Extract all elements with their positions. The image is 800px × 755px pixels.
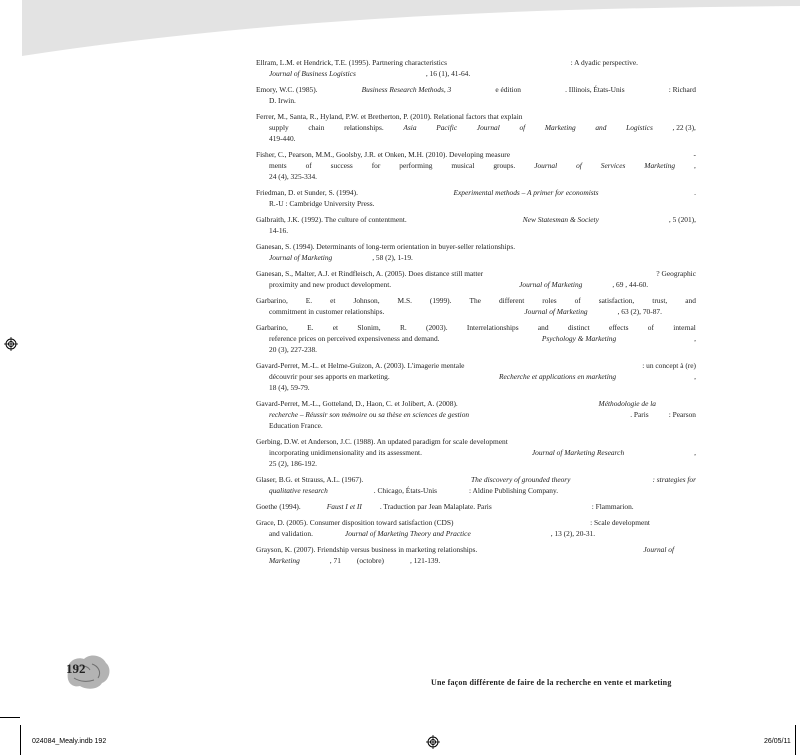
reference-entry: Grayson, K. (2007). Friendship versus business in marketing relationships. Journal of Marketing , 71 (octobre) , 121-139. (256, 545, 674, 565)
reference-entry: Garbarino, E. et Johnson, M.S. (1999). The different roles of satisfaction, trust, and commitment in customer relationships. Journal of Marketing , 63 (2), 70-87. (256, 296, 696, 316)
reference-entry: Grace, D. (2005). Consumer disposition toward satisfaction (CDS) : Scale development and validation. Journal of Marketing Theory and Practice , 13 (2), 20-31. (256, 518, 650, 538)
reference-entry: Galbraith, J.K. (1992). The culture of contentment. New Statesman & Society , 5 (201), 14-16. (256, 215, 696, 235)
slug-left: 024084_Mealy.indb 192 (32, 738, 107, 745)
page-number: 192 (66, 661, 86, 676)
reference-entry: Friedman, D. et Sunder, S. (1994). Experimental methods – A primer for economists . R.-U : Cambridge University Press. (256, 188, 696, 208)
reference-list (256, 57, 696, 571)
reference-entry: Gavard-Perret, M.-L. et Helme-Guizon, A. (2003). L'imagerie mentale : un concept à (re) découvrir pour ses apports en marketing. Recherche et applications en marketing , 18 (4), 59-79. (256, 361, 696, 392)
footer-book-title: Une façon différente de faire de la recherche en vente et marketing (431, 678, 672, 687)
reference-entry: Ganesan, S. (1994). Determinants of long-term orientation in buyer-seller relationships. Journal of Marketing , 58 (2), 1-19. (256, 242, 516, 262)
top-gray-swoosh (0, 0, 800, 60)
crop-mark-bottom-right (795, 725, 796, 755)
reference-entry: Gerbing, D.W. et Anderson, J.C. (1988). An updated paradigm for scale development incorporating unidimensionality and its assessment. Journal of Marketing Research , 25 (2), 186-192. (256, 437, 696, 468)
registration-mark-icon (4, 337, 18, 351)
crop-mark-bottom-left-v (20, 725, 21, 755)
reference-entry: Goethe (1994). Faust I et II . Traduction par Jean Malaplate. Paris : Flammarion. (256, 502, 634, 511)
reference-entry: Emory, W.C. (1985). Business Research Methods, 3 e édition . Illinois, États-Unis : Richard D. Irwin. (256, 85, 696, 105)
reference-entry: Fisher, C., Pearson, M.M., Goolsby, J.R. et Onken, M.H. (2010). Developing measure - ments of success for performing musical groups. Journal of Services Marketing , 24 (4), 325-334. (256, 150, 696, 181)
reference-entry: Ellram, L.M. et Hendrick, T.E. (1995). Partnering characteristics : A dyadic perspective. Journal of Business Logistics , 16 (1), 41-64. (256, 58, 638, 78)
reference-entry: Gavard-Perret, M.-L., Gotteland, D., Haon, C. et Jolibert, A. (2008). Méthodologie de la recherche – Réussir son mémoire ou sa thèse en sciences de gestion . Paris : Pearson Education France. (256, 399, 696, 430)
reference-entry: Glaser, B.G. et Strauss, A.L. (1967). The discovery of grounded theory : strategies for qualitative research . Chicago, États-Unis : Aldine Publishing Company. (256, 475, 696, 495)
reference-entry: Garbarino, E. et Slonim, R. (2003). Interrelationships and distinct effects of internal reference prices on perceived expensiveness and demand. Psychology & Marketing , 20 (3), 227-238. (256, 323, 696, 354)
slug-right: 26/05/11 (764, 738, 791, 745)
registration-mark-bottom-icon (426, 735, 440, 749)
reference-entry: Ferrer, M., Santa, R., Hyland, P.W. et Bretherton, P. (2010). Relational factors that explain supply chain relationships. Asia Pacific Journal of Marketing and Logistics , 22 (3), 419-440. (256, 112, 696, 143)
crop-mark-bottom-left (0, 717, 20, 718)
reference-entry: Ganesan, S., Malter, A.J. et Rindfleisch, A. (2005). Does distance still matter ? Geographic proximity and new product development. Journal of Marketing , 69 , 44-60. (256, 269, 696, 289)
